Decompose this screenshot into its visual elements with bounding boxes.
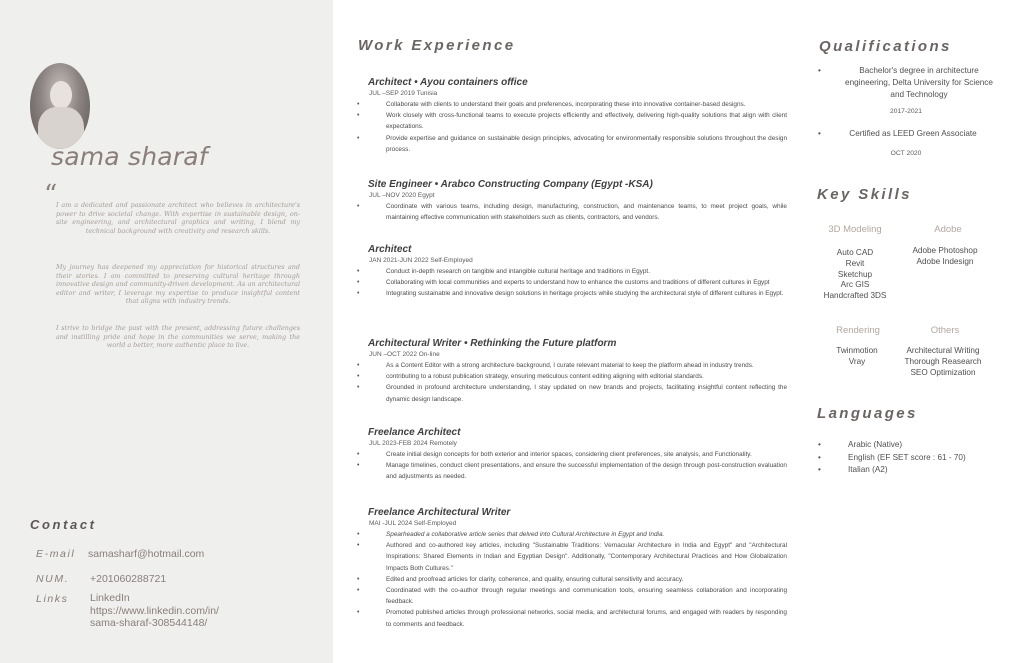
skill-list bbox=[888, 346, 998, 378]
job-bullets bbox=[357, 99, 797, 155]
job-meta: MAI -JUL 2024 Self-Employed bbox=[369, 520, 457, 527]
job-bullet: • Provide expertise and guidance on sustainable design principles, advocating for environmentally responsible solutions throughout the design process. bbox=[357, 133, 797, 155]
job-bullet: • Conduct in-depth research on tangible and intangible cultural heritage and traditions in Egypt. bbox=[357, 266, 797, 277]
language-item: • English (EF SET score : 61 - 70) bbox=[818, 452, 966, 465]
email-label: E-mail bbox=[36, 548, 76, 560]
job-title: Freelance Architect bbox=[368, 427, 461, 438]
skill-item: Handcrafted 3DS bbox=[823, 291, 887, 301]
skill-item: SEO Optimization bbox=[910, 367, 976, 377]
bio-paragraph-1: I am a dedicated and passionate architect who believes in architecture's power to drive societal change. With expertise in sustainable design, on-site engineering, and architectural graphics and writing, I blend my technical background with creativity and research skills. bbox=[56, 201, 300, 235]
linkedin-link-line: https://www.linkedin.com/in/ bbox=[90, 604, 219, 617]
job-bullets bbox=[357, 266, 797, 300]
job-title: Architectural Writer • Rethinking the Future platform bbox=[368, 338, 617, 349]
job-title: Architect bbox=[368, 244, 412, 255]
job-bullet: • Edited and proofread articles for clarity, coherence, and quality, ensuring cultural sensitivity and accuracy. bbox=[357, 574, 797, 585]
job-bullet: • Grounded in profound architecture understanding, I stay updated on new brands and projects, facilitating insightful content reflecting the dynamic design landscape. bbox=[357, 382, 797, 404]
job-meta: JUL 2023-FEB 2024 Remotely bbox=[369, 440, 457, 447]
job-title: Freelance Architectural Writer bbox=[368, 507, 511, 518]
job-title: Architect • Ayou containers office bbox=[368, 77, 528, 88]
languages-heading: Languages bbox=[817, 405, 918, 422]
key-skills-heading: Key Skills bbox=[817, 186, 912, 203]
job-bullet: • Collaborating with local communities and experts to understand how to enhance the customs and traditions of different cultures in Egypt bbox=[357, 277, 797, 288]
linkedin-link-line: sama-sharaf-308544148/ bbox=[90, 617, 208, 629]
avatar bbox=[30, 63, 90, 149]
job-entry bbox=[357, 506, 797, 630]
quote-icon: “ bbox=[44, 180, 58, 210]
job-bullets bbox=[357, 360, 797, 405]
contact-heading: Contact bbox=[30, 517, 97, 532]
job-bullet: • Spearheaded a collaborative article series that delved into Cultural Architecture in Egypt and India. bbox=[357, 529, 797, 540]
skill-item: Thorough Reasearch bbox=[904, 356, 982, 366]
linkedin-link[interactable] bbox=[90, 592, 219, 630]
work-experience-heading: Work Experience bbox=[358, 37, 516, 54]
qualification-item: • Bachelor's degree in architecture engineering, Delta University for Science and Technology bbox=[816, 65, 996, 101]
skill-item: Architectural Writing bbox=[906, 346, 980, 355]
job-entry bbox=[357, 243, 797, 300]
job-bullets bbox=[357, 529, 797, 630]
bio-paragraph-2: My journey has deepened my appreciation for historical structures and their stories. I am committed to preserving cultural heritage through innovative design and community-driven development. As an architectural editor and writer, I leverage my expertise to produce insightful content that aligns with industry trends. bbox=[56, 263, 300, 306]
job-bullet: • Create initial design concepts for both exterior and interior spaces, considering client preferences, site analysis, and Functionality. bbox=[357, 449, 797, 460]
job-bullet: • Coordinate with various teams, including design, manufacturing, construction, and maintenance teams, to meet project goals, while maintaining effective communication with stakeholders such as clients, contractors, and vendors. bbox=[357, 201, 797, 223]
skill-item: Vray bbox=[848, 356, 866, 366]
job-bullet: • Manage timelines, conduct client presentations, and ensure the successful implementation of the design through post-construction evaluation and adjustments as needed. bbox=[357, 460, 797, 482]
skill-group-heading: 3D Modeling bbox=[828, 224, 882, 235]
skill-item: Auto CAD bbox=[836, 248, 874, 257]
skill-list bbox=[890, 246, 1000, 268]
qualification-date: OCT 2020 bbox=[890, 150, 922, 157]
skill-group-heading: Others bbox=[930, 325, 960, 336]
skill-item: Twinmotion bbox=[836, 346, 878, 355]
job-bullet: • Coordinated with the co-author through regular meetings and communication tools, ensuring seamless collaboration and incorporating feedback. bbox=[357, 585, 797, 607]
skill-group-heading: Adobe bbox=[934, 224, 962, 235]
skill-group-heading: Rendering bbox=[836, 325, 880, 336]
language-item: • Arabic (Native) bbox=[818, 439, 966, 452]
job-title: Site Engineer • Arabco Constructing Company (Egypt -KSA) bbox=[368, 179, 653, 190]
job-meta: JAN 2021-JUN 2022 Self-Employed bbox=[369, 257, 473, 264]
phone-label: NUM. bbox=[36, 573, 70, 585]
job-bullet: • Integrating sustainable and innovative design solutions in heritage projects while studying the architectural style of different cultures in Egypt. bbox=[357, 288, 797, 299]
languages-list bbox=[818, 439, 966, 477]
skill-item: Adobe Photoshop bbox=[912, 246, 978, 255]
job-meta: JUL –NOV 2020 Egypt bbox=[369, 192, 435, 199]
linkedin-link-line: LinkedIn bbox=[90, 592, 130, 604]
qualification-date: 2017-2021 bbox=[890, 108, 922, 115]
job-bullet: • Work closely with cross-functional teams to execute projects efficiently and effectively, delivering high-quality solutions that align with client expectations. bbox=[357, 110, 797, 132]
job-bullet: • Authored and co-authored key articles, including "Sustainable Traditions: Vernacular Architecture in India and Egypt" and "Architectural Inspirations: Shared Elements in Indian and Egyptian Design". Additionally, "Contemporary Architectural Practices and How Globalization Impacts Both Cultures." bbox=[357, 540, 797, 574]
job-meta: JUL –SEP 2019 Tunisia bbox=[369, 90, 438, 97]
job-entry bbox=[357, 337, 797, 405]
job-entry bbox=[357, 76, 797, 155]
bio-paragraph-3: I strive to bridge the past with the present, addressing future challenges and instilling pride and hope in the communities we serve, making the world a better, more authentic place to live. bbox=[56, 324, 300, 350]
job-entry bbox=[357, 178, 797, 223]
profile-name: sama sharaf bbox=[51, 142, 208, 171]
skill-item: Revit bbox=[845, 258, 865, 268]
job-bullets bbox=[357, 449, 797, 483]
skill-item: Arc GIS bbox=[840, 280, 870, 290]
job-bullet: • As a Content Editor with a strong architecture background, I curate relevant material to keep the platform ahead in industry trends. bbox=[357, 360, 797, 371]
skill-item: Adobe Indesign bbox=[916, 256, 974, 266]
job-bullet: • Collaborate with clients to understand their goals and preferences, incorporating these into innovative container-based designs. bbox=[357, 99, 797, 110]
sidebar bbox=[0, 0, 333, 663]
qualifications-heading: Qualifications bbox=[819, 38, 952, 55]
job-bullets bbox=[357, 201, 797, 223]
email-value[interactable]: samasharf@hotmail.com bbox=[88, 548, 205, 560]
job-bullet: • Promoted published articles through professional networks, social media, and architectural forums, and engaged with readers by responding to comments and feedback. bbox=[357, 607, 797, 629]
avatar-head-shape bbox=[50, 81, 72, 109]
job-meta: JUN –OCT 2022 On-line bbox=[369, 351, 440, 358]
phone-value[interactable]: +201060288721 bbox=[90, 573, 167, 585]
job-entry bbox=[357, 426, 797, 483]
skill-item: Sketchup bbox=[837, 269, 873, 279]
job-bullet: • contributing to a robust publication strategy, ensuring meticulous content editing aligning with editorial standards. bbox=[357, 371, 797, 382]
qualification-item: • Certified as LEED Green Associate bbox=[816, 128, 996, 140]
language-item: • Italian (A2) bbox=[818, 464, 966, 477]
links-label: Links bbox=[36, 593, 69, 605]
